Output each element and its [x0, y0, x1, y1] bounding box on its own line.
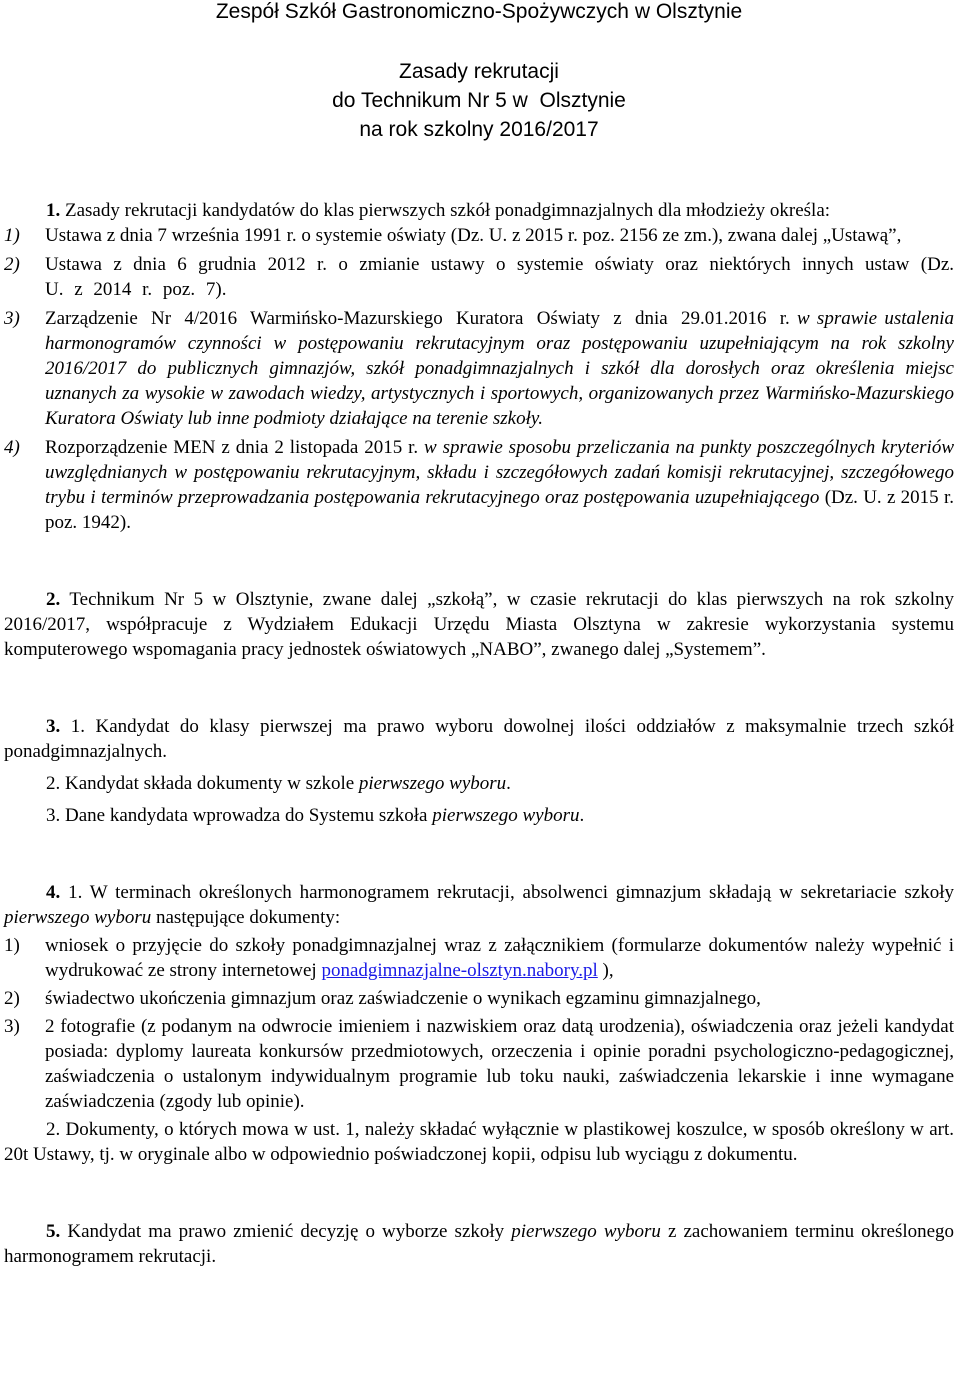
section-5-number: 5.: [46, 1221, 61, 1242]
documents-list: [4, 933, 954, 1114]
title-line-1: Zasady rekrutacji: [399, 60, 559, 83]
list-item: [4, 223, 954, 248]
section-4-p1-end: następujące dokumenty:: [156, 907, 341, 928]
section-4-p1: [4, 880, 954, 930]
section-3-number: 3.: [46, 716, 61, 737]
section-2-text: [4, 587, 954, 662]
section-1-number: 1.: [46, 200, 61, 221]
list-item: [4, 252, 954, 302]
section-3-p1: [4, 714, 954, 764]
list-item-text: 2 fotografie (z podanym na odwrocie imieniem i nazwiskiem oraz datą urodzenia), oświadczenia oraz jeżeli kandydat posiada: dyplomy laureata konkursów przedmiotowych, orzeczenia i opinie poradni psychologiczno-pedagogicznej, zaświadczenia o ustalonym indywidualnym programie lub toku nauki, zaświadczenia lekarskie i inne wymagane zaświadczenia (zgody lub opinie).: [45, 1016, 954, 1112]
section-3-p3-end: .: [579, 805, 585, 826]
list-item-number: 1): [4, 225, 20, 246]
section-3-p2-italic: pierwszego wyboru: [358, 773, 507, 794]
list-item: [4, 306, 954, 431]
section-5-italic: pierwszego wyboru: [511, 1221, 661, 1242]
list-item-text-end: (Dz. U. z 2015 r. poz. 1942).: [45, 487, 954, 533]
section-4: [4, 880, 954, 1167]
section-4-p1-italic: pierwszego wyboru: [4, 907, 152, 928]
section-2-number: 2.: [46, 589, 61, 610]
section-3-p2-end: .: [506, 773, 511, 794]
list-item-number: 1): [4, 935, 20, 956]
list-item-text: Zarządzenie Nr 4/2016 Warmińsko-Mazurskiego Kuratora Oświaty z dnia 29.01.2016 r.: [45, 308, 790, 329]
list-item-text: Rozporządzenie MEN z dnia 2 listopada 2015 r.: [45, 437, 419, 458]
section-3: [4, 714, 954, 828]
section-1: [4, 198, 954, 535]
list-item: [4, 435, 954, 535]
section-4-p1-text: 1. W terminach określonych harmonogramem rekrutacji, absolwenci gimnazjum składają w sekretariacie szkoły: [68, 882, 955, 903]
list-item-number: 2): [4, 988, 20, 1009]
nabory-link[interactable]: ponadgimnazjalne-olsztyn.nabory.pl: [321, 960, 598, 981]
list-item: [4, 933, 954, 983]
list-item-text-italic: w sprawie sposobu przeliczania na punkty poszczególnych kryteriów uwzględnianych w postępowaniu rekrutacyjnym, składu i szczegółowych zadań komisji rekrutacyjnej, szczegółowego trybu i terminów przeprowadzania postępowania rekrutacyjnego oraz postępowania uzupełniającego: [45, 437, 954, 508]
section-1-intro-text: Zasady rekrutacji kandydatów do klas pierwszych szkół ponadgimnazjalnych dla młodzieży określa:: [65, 200, 831, 221]
list-item-text: Ustawa z dnia 7 września 1991 r. o systemie oświaty (Dz. U. z 2015 r. poz. 2156 ze zm.), zwana dalej „Ustawą”,: [45, 225, 902, 246]
section-3-p3: [4, 803, 954, 828]
list-item-number: 4): [4, 437, 20, 458]
section-5-text-a: Kandydat ma prawo zmienić decyzję o wyborze szkoły: [67, 1221, 505, 1242]
section-3-p2-text: 2. Kandydat składa dokumenty w szkole: [46, 773, 355, 794]
section-4-p2: 2. Dokumenty, o których mowa w ust. 1, należy składać wyłącznie w plastikowej koszulce, w sposób określony w art. 20t Ustawy, tj. w oryginale albo w odpowiednio poświadczonej kopii, odpisu lub wyciągu z dokumentu.: [4, 1119, 954, 1165]
section-3-p3-text: 3. Dane kandydata wprowadza do Systemu szkoła: [46, 805, 428, 826]
section-3-p2: [4, 771, 954, 796]
list-item: [4, 1014, 954, 1114]
title-line-2: do Technikum Nr 5 w Olsztynie: [332, 89, 626, 112]
section-3-p3-italic: pierwszego wyboru: [432, 805, 580, 826]
section-3-p1-text: 1. Kandydat do klasy pierwszej ma prawo wyboru dowolnej ilości oddziałów z maksymalnie trzech szkół ponadgimnazjalnych.: [4, 716, 954, 762]
list-item-text: Ustawa z dnia 6 grudnia 2012 r. o zmianie ustawy o systemie oświaty oraz niektórych innych ustaw (Dz. U. z 2014 r. poz. 7).: [45, 254, 954, 300]
list-item-text-end: ),: [602, 960, 614, 981]
section-5: [4, 1219, 954, 1269]
section-5-text-c: z zachowaniem terminu określonego harmonogramem rekrutacji.: [4, 1221, 955, 1267]
section-2-body: Technikum Nr 5 w Olsztynie, zwane dalej „szkołą”, w czasie rekrutacji do klas pierwszych na rok szkolny 2016/2017, współpracuje z Wydziałem Edukacji Urzędu Miasta Olsztyna w zakresie wykorzystania systemu komputerowego wspomagania pracy jednostek oświatowych „NABO”, zwanego dalej „Systemem”.: [4, 589, 954, 660]
section-2: [4, 587, 954, 662]
list-item: [4, 986, 954, 1011]
section-5-text: [4, 1219, 954, 1269]
list-item-text: wniosek o przyjęcie do szkoły ponadgimnazjalnej wraz z załącznikiem (formularze dokumentów należy wypełnić i wydrukować ze strony internetowej: [45, 935, 954, 981]
list-item-text-italic: w sprawie ustalenia harmonogramów czynności w postępowaniu rekrutacyjnym oraz postępowaniu uzupełniającym na rok szkolny 2016/2017 do publicznych gimnazjów, szkół ponadgimnazjalnych i szkół dla dorosłych oraz określenia miejsc uznanych za wysokie w zawodach wiedzy, artystycznych i sportowych, organizowanych przez Warmińsko-Mazurskiego Kuratora Oświaty lub inne podmioty działające na terenie szkoły.: [45, 308, 955, 429]
list-item-number: 3): [4, 1016, 20, 1037]
title-line-3: na rok szkolny 2016/2017: [359, 118, 599, 141]
section-1-intro: [4, 198, 954, 223]
school-name: Zespół Szkół Gastronomiczno-Spożywczych w Olsztynie: [215, 0, 743, 23]
list-item-number: 2): [4, 254, 20, 275]
document-title: [4, 57, 954, 144]
list-item-number: 3): [4, 308, 20, 329]
legal-basis-list: [4, 223, 954, 535]
list-item-text: świadectwo ukończenia gimnazjum oraz zaświadczenie o wynikach egzaminu gimnazjalnego,: [45, 988, 761, 1009]
section-4-number: 4.: [46, 882, 61, 903]
